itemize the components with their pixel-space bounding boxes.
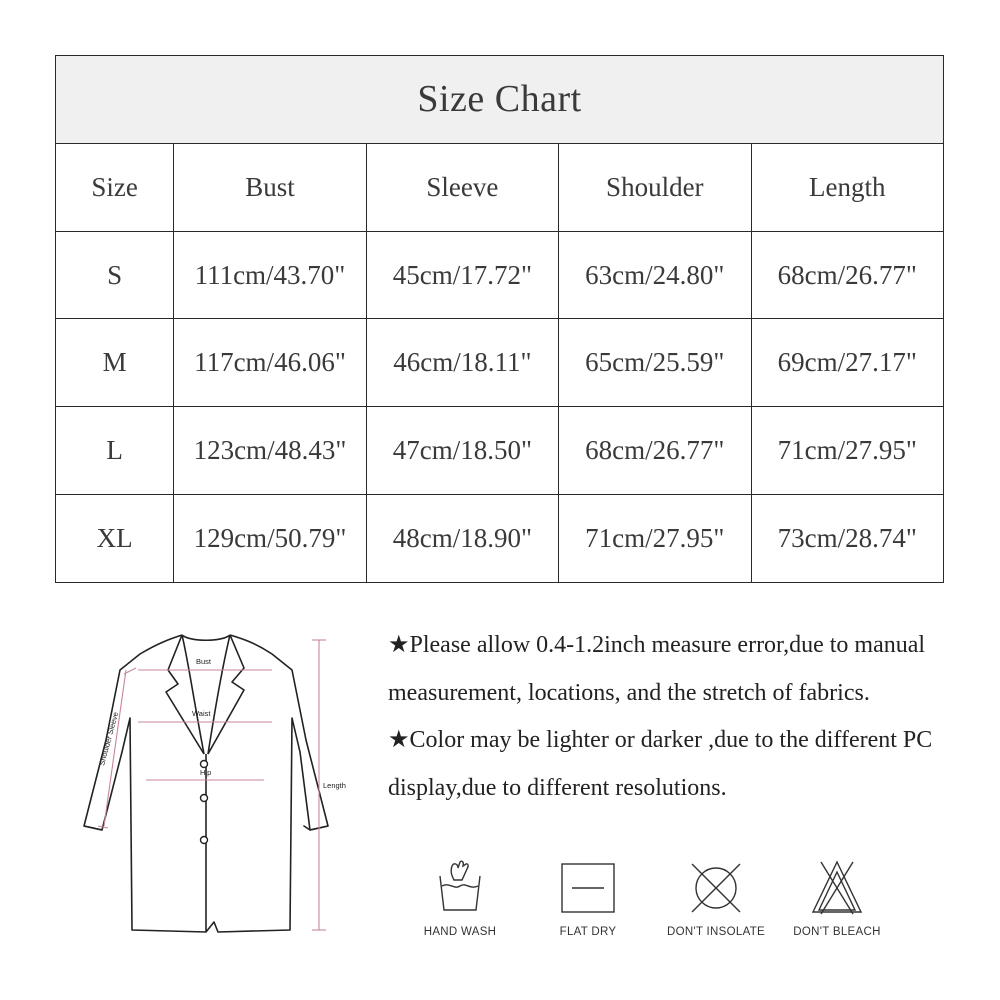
dont-bleach-label: DON'T BLEACH (793, 926, 881, 938)
header-size: Size (56, 143, 174, 231)
cell-length: 73cm/28.74" (751, 495, 943, 583)
cell-sleeve: 47cm/18.50" (366, 407, 558, 495)
flat-dry-icon (548, 858, 628, 918)
waist-label: Waist (192, 709, 211, 718)
header-shoulder: Shoulder (559, 143, 751, 231)
cell-shoulder: 71cm/27.95" (559, 495, 751, 583)
length-label: Length (323, 781, 346, 790)
cell-size: M (56, 319, 174, 407)
cell-shoulder: 65cm/25.59" (559, 319, 751, 407)
measurement-notes (388, 622, 958, 812)
note-color: ★Color may be lighter or darker ,due to the different PC display,due to different resolutions. (388, 727, 933, 801)
dont-insolate-icon (676, 858, 756, 918)
cell-length: 69cm/27.17" (751, 319, 943, 407)
note-measure-error: ★Please allow 0.4-1.2inch measure error,due to manual measurement, locations, and the stretch of fabrics. (388, 632, 926, 706)
shoulder-sleeve-label: Shoulder Sleeve (97, 711, 121, 767)
dont-insolate-label: DON'T INSOLATE (667, 926, 765, 938)
button-icon (201, 761, 208, 768)
cell-length: 71cm/27.95" (751, 407, 943, 495)
hip-label: Hip (200, 768, 212, 777)
cell-size: XL (56, 495, 174, 583)
size-chart-table (55, 55, 944, 583)
hand-wash-label: HAND WASH (423, 926, 497, 938)
hand-wash-icon (420, 858, 500, 918)
cell-size: S (56, 231, 174, 319)
table-row (56, 407, 944, 495)
cell-bust: 123cm/48.43" (174, 407, 366, 495)
coat-measurement-diagram (78, 630, 368, 950)
cell-size: L (56, 407, 174, 495)
table-row (56, 495, 944, 583)
care-dont-insolate (661, 858, 771, 938)
cell-sleeve: 46cm/18.11" (366, 319, 558, 407)
header-length: Length (751, 143, 943, 231)
flat-dry-label: FLAT DRY (559, 926, 617, 938)
cell-bust: 117cm/46.06" (174, 319, 366, 407)
table-row (56, 319, 944, 407)
care-flat-dry (533, 858, 643, 938)
care-dont-bleach (782, 858, 892, 938)
cell-sleeve: 48cm/18.90" (366, 495, 558, 583)
dont-bleach-icon (797, 858, 877, 918)
table-row (56, 231, 944, 319)
cell-length: 68cm/26.77" (751, 231, 943, 319)
care-hand-wash (405, 858, 515, 938)
header-sleeve: Sleeve (366, 143, 558, 231)
bust-label: Bust (196, 657, 212, 666)
cell-sleeve: 45cm/17.72" (366, 231, 558, 319)
header-bust: Bust (174, 143, 366, 231)
cell-shoulder: 63cm/24.80" (559, 231, 751, 319)
cell-shoulder: 68cm/26.77" (559, 407, 751, 495)
cell-bust: 111cm/43.70" (174, 231, 366, 319)
cell-bust: 129cm/50.79" (174, 495, 366, 583)
size-chart-title: Size Chart (56, 56, 944, 144)
